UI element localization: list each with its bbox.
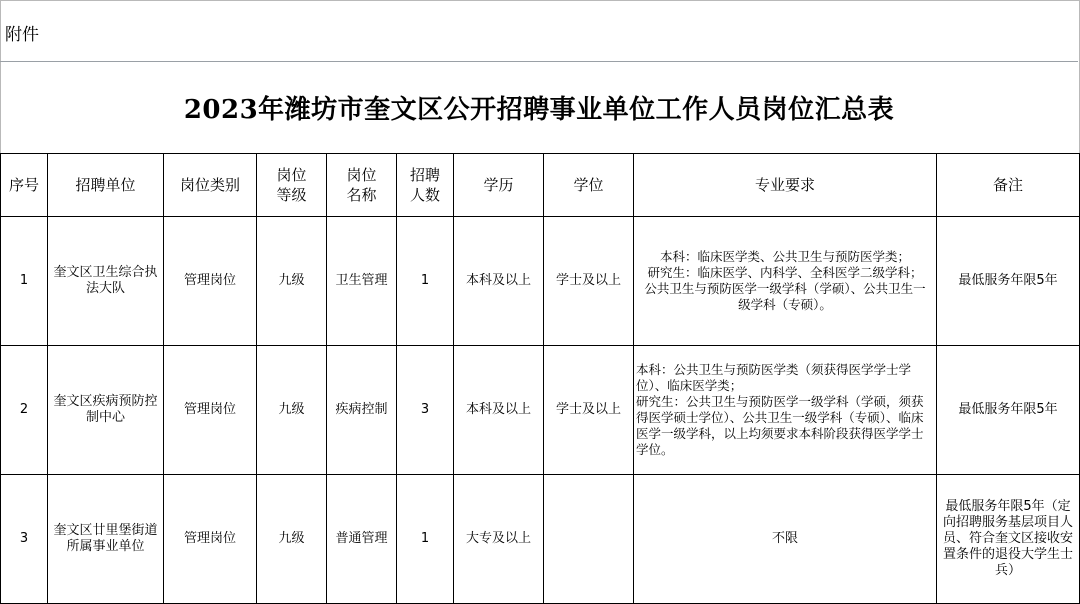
cell-seq: 3 [1, 475, 48, 604]
cell-level: 九级 [257, 346, 327, 475]
header-education: 学历 [454, 154, 544, 217]
cell-remark: 最低服务年限5年 [937, 217, 1080, 346]
table-row [1, 217, 1080, 346]
cell-count: 3 [397, 346, 454, 475]
header-name-line1: 岗位 [346, 166, 377, 184]
major-undergrad: 本科：临床医学类、公共卫生与预防医学类； [659, 249, 910, 264]
major-undergrad: 本科：公共卫生与预防医学类（须获得医学学士学位）、临床医学类； [636, 362, 912, 393]
cell-count: 1 [397, 475, 454, 604]
cell-degree [544, 475, 634, 604]
cell-category: 管理岗位 [164, 217, 257, 346]
header-major: 专业要求 [634, 154, 937, 217]
cell-seq: 2 [1, 346, 48, 475]
cell-degree: 学士及以上 [544, 217, 634, 346]
cell-major [634, 475, 937, 604]
cell-unit: 奎文区廿里堡街道所属事业单位 [48, 475, 164, 604]
header-level-line1: 岗位 [276, 166, 307, 184]
cell-unit: 奎文区疾病预防控制中心 [48, 346, 164, 475]
cell-education: 大专及以上 [454, 475, 544, 604]
cell-name: 疾病控制 [327, 346, 397, 475]
header-count-line2: 人数 [409, 186, 440, 204]
cell-unit: 奎文区卫生综合执法大队 [48, 217, 164, 346]
cell-level: 九级 [257, 217, 327, 346]
header-degree: 学位 [544, 154, 634, 217]
cell-count: 1 [397, 217, 454, 346]
table-row [1, 346, 1080, 475]
cell-remark: 最低服务年限5年（定向招聘服务基层项目人员、符合奎文区接收安置条件的退役大学生士兵） [937, 475, 1080, 604]
table-row [1, 475, 1080, 604]
header-seq: 序号 [1, 154, 48, 217]
cell-major [634, 217, 937, 346]
header-unit: 招聘单位 [48, 154, 164, 217]
cell-category: 管理岗位 [164, 346, 257, 475]
cell-category: 管理岗位 [164, 475, 257, 604]
major-graduate: 研究生：公共卫生与预防医学一级学科（学硕，须获得医学硕士学位）、公共卫生一级学科（专硕）、临床医学一级学科，以上均须要求本科阶段获得医学学士学位。 [636, 394, 924, 457]
header-remark: 备注 [937, 154, 1080, 217]
cell-name: 普通管理 [327, 475, 397, 604]
cell-remark: 最低服务年限5年 [937, 346, 1080, 475]
header-level [257, 154, 327, 217]
cell-education: 本科及以上 [454, 217, 544, 346]
header-level-line2: 等级 [276, 186, 307, 204]
header-name-line2: 名称 [346, 186, 377, 204]
header-category: 岗位类别 [164, 154, 257, 217]
cell-major [634, 346, 937, 475]
cell-name: 卫生管理 [327, 217, 397, 346]
cell-education: 本科及以上 [454, 346, 544, 475]
header-count [397, 154, 454, 217]
cell-degree: 学士及以上 [544, 346, 634, 475]
attachment-label: 附件 [0, 0, 1078, 62]
cell-level: 九级 [257, 475, 327, 604]
major-graduate: 研究生：临床医学、内科学、全科医学二级学科；公共卫生与预防医学一级学科（学硕）、公共卫生一级学科（专硕）。 [644, 265, 926, 312]
major-undergrad: 不限 [771, 531, 798, 546]
header-count-line1: 招聘 [409, 166, 440, 184]
positions-table [0, 153, 1080, 604]
table-header-row [1, 154, 1080, 217]
cell-seq: 1 [1, 217, 48, 346]
header-name [327, 154, 397, 217]
page-title: 2023年潍坊市奎文区公开招聘事业单位工作人员岗位汇总表 [183, 95, 895, 125]
